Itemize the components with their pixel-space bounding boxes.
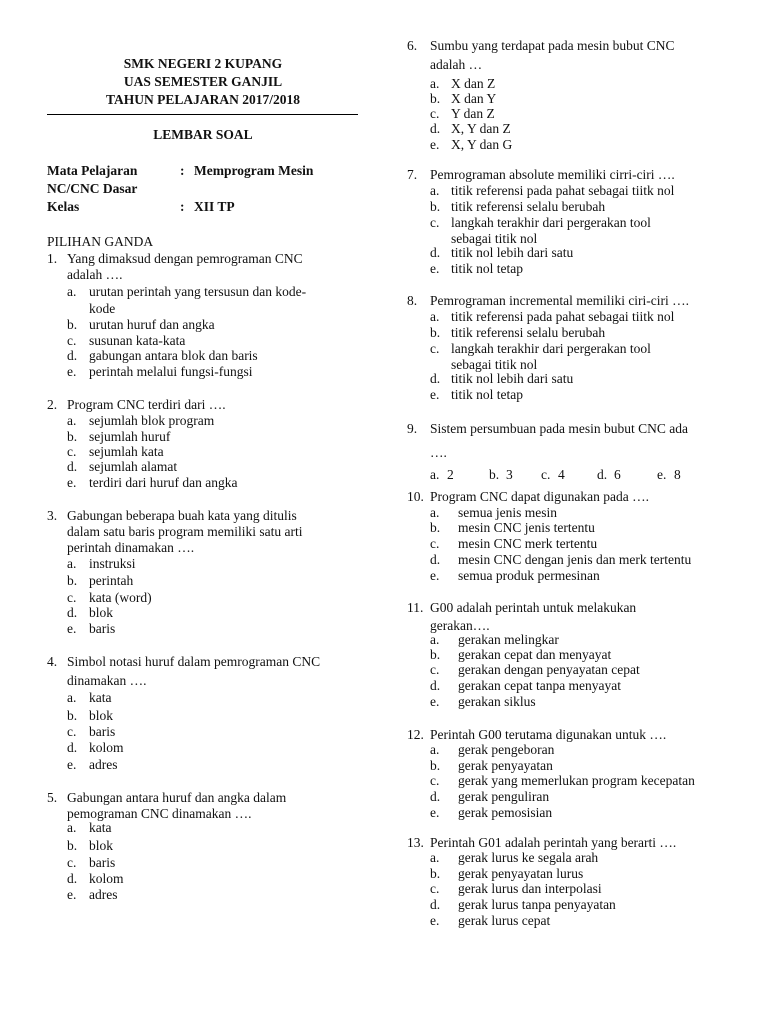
question-text: …. bbox=[430, 445, 447, 460]
school-name: SMK NEGERI 2 KUPANG bbox=[123, 56, 283, 71]
question-text: G00 adalah perintah untuk melakukan bbox=[430, 600, 637, 615]
option-letter: d. bbox=[67, 348, 78, 363]
sheet-title: LEMBAR SOAL bbox=[153, 127, 253, 142]
option-letter: c. bbox=[67, 590, 77, 605]
option-letter: e. bbox=[67, 364, 77, 379]
question-text: adalah …. bbox=[67, 267, 123, 282]
question-text: Gabungan antara huruf dan angka dalam bbox=[67, 790, 287, 805]
option-text: urutan huruf dan angka bbox=[89, 317, 215, 332]
option-text: gerak pengeboran bbox=[458, 742, 555, 757]
option-text: 4 bbox=[558, 467, 565, 482]
option-text: sejumlah huruf bbox=[89, 429, 171, 444]
option-letter: e. bbox=[430, 261, 440, 276]
question-text: pemograman CNC dinamakan …. bbox=[67, 806, 252, 821]
option-text: sejumlah alamat bbox=[89, 459, 178, 474]
option-letter: e. bbox=[430, 137, 440, 152]
option-letter: a. bbox=[67, 820, 77, 835]
section-title: PILIHAN GANDA bbox=[47, 234, 154, 249]
option-text: titik referensi pada pahat sebagai tiitk nol bbox=[451, 183, 675, 198]
option-text: adres bbox=[89, 887, 118, 902]
option-letter: b. bbox=[430, 647, 441, 662]
option-letter: b. bbox=[430, 91, 441, 106]
option-text: gerakan cepat tanpa menyayat bbox=[458, 678, 622, 693]
option-letter: c. bbox=[430, 341, 440, 356]
option-letter: e. bbox=[430, 694, 440, 709]
header-divider bbox=[47, 114, 358, 115]
question-text: Pemrograman absolute memiliki cirri-ciri …. bbox=[430, 167, 675, 182]
option-text: gerak penguliran bbox=[458, 789, 550, 804]
option-text: langkah terakhir dari pergerakan tool bbox=[451, 341, 651, 356]
question-number: 13. bbox=[407, 835, 424, 850]
option-text: sejumlah kata bbox=[89, 444, 164, 459]
option-text: perintah melalui fungsi-fungsi bbox=[89, 364, 253, 379]
option-letter: e. bbox=[67, 475, 77, 490]
option-letter: c. bbox=[430, 215, 440, 230]
option-text: gerak lurus cepat bbox=[458, 913, 551, 928]
option-letter: d. bbox=[597, 467, 608, 482]
option-letter: e. bbox=[430, 387, 440, 402]
question-text: Perintah G00 terutama digunakan untuk …. bbox=[430, 727, 667, 742]
option-letter: d. bbox=[430, 789, 441, 804]
option-letter: e. bbox=[67, 887, 77, 902]
class-value: XII TP bbox=[194, 199, 235, 214]
option-letter: d. bbox=[430, 245, 441, 260]
option-letter: c. bbox=[67, 444, 77, 459]
option-letter: e. bbox=[430, 913, 440, 928]
question-number: 2. bbox=[47, 397, 58, 412]
option-letter: b. bbox=[67, 573, 78, 588]
option-text: terdiri dari huruf dan angka bbox=[89, 475, 238, 490]
option-letter: d. bbox=[430, 678, 441, 693]
option-text: X dan Y bbox=[451, 91, 497, 106]
option-letter: a. bbox=[430, 183, 440, 198]
option-letter: a. bbox=[67, 690, 77, 705]
option-text: baris bbox=[89, 724, 116, 739]
option-text: titik referensi selalu berubah bbox=[451, 199, 606, 214]
question-number: 11. bbox=[407, 600, 424, 615]
option-text: mesin CNC dengan jenis dan merk tertentu bbox=[458, 552, 692, 567]
option-text: kata bbox=[89, 820, 112, 835]
option-letter: b. bbox=[67, 838, 78, 853]
option-text: gerak lurus ke segala arah bbox=[458, 850, 599, 865]
option-letter: b. bbox=[430, 199, 441, 214]
option-letter: a. bbox=[67, 413, 77, 428]
option-text: titik referensi pada pahat sebagai tiitk nol bbox=[451, 309, 675, 324]
option-text: baris bbox=[89, 621, 116, 636]
question-text: Gabungan beberapa buah kata yang ditulis bbox=[67, 508, 297, 523]
option-text: titik nol tetap bbox=[451, 261, 523, 276]
option-text: urutan perintah yang tersusun dan kode- bbox=[89, 284, 307, 299]
question-text: Pemrograman incremental memiliki ciri-ciri …. bbox=[430, 293, 690, 308]
option-text: kode bbox=[89, 301, 116, 316]
option-text: sejumlah blok program bbox=[89, 413, 215, 428]
question-number: 4. bbox=[47, 654, 58, 669]
option-letter: e. bbox=[67, 757, 77, 772]
option-text: titik nol lebih dari satu bbox=[451, 245, 574, 260]
question-number: 12. bbox=[407, 727, 424, 742]
option-letter: b. bbox=[67, 708, 78, 723]
option-text: gerak pemosisian bbox=[458, 805, 553, 820]
option-text: gerak penyayatan lurus bbox=[458, 866, 584, 881]
option-text: mesin CNC jenis tertentu bbox=[458, 520, 595, 535]
option-letter: c. bbox=[430, 881, 440, 896]
option-letter: b. bbox=[430, 520, 441, 535]
subject-value: Memprogram Mesin bbox=[194, 163, 314, 178]
exam-title: UAS SEMESTER GANJIL bbox=[123, 74, 283, 89]
question-text: Yang dimaksud dengan pemrograman CNC bbox=[67, 251, 303, 266]
class-label: Kelas bbox=[47, 199, 80, 214]
option-text: instruksi bbox=[89, 556, 136, 571]
option-text: Y dan Z bbox=[451, 106, 495, 121]
option-letter: c. bbox=[67, 333, 77, 348]
option-letter: c. bbox=[430, 773, 440, 788]
question-text: dinamakan …. bbox=[67, 673, 147, 688]
academic-year: TAHUN PELAJARAN 2017/2018 bbox=[105, 92, 300, 107]
subject-label: Mata Pelajaran bbox=[47, 163, 138, 178]
option-text: gerak penyayatan bbox=[458, 758, 553, 773]
question-text: Sistem persumbuan pada mesin bubut CNC ada bbox=[430, 421, 688, 436]
option-letter: d. bbox=[430, 121, 441, 136]
option-text: gerak lurus dan interpolasi bbox=[458, 881, 602, 896]
option-text: perintah bbox=[89, 573, 134, 588]
option-text: titik referensi selalu berubah bbox=[451, 325, 606, 340]
option-letter: c. bbox=[430, 106, 440, 121]
option-letter: d. bbox=[430, 552, 441, 567]
option-letter: e. bbox=[657, 467, 667, 482]
option-text: blok bbox=[89, 605, 114, 620]
option-text: blok bbox=[89, 708, 114, 723]
question-text: adalah … bbox=[430, 57, 483, 72]
option-letter: b. bbox=[67, 429, 78, 444]
question-number: 6. bbox=[407, 38, 418, 53]
question-number: 5. bbox=[47, 790, 58, 805]
subject-value-cont: NC/CNC Dasar bbox=[47, 181, 138, 196]
option-text: gerak lurus tanpa penyayatan bbox=[458, 897, 616, 912]
question-text: Program CNC dapat digunakan pada …. bbox=[430, 489, 649, 504]
option-text: susunan kata-kata bbox=[89, 333, 186, 348]
option-text: blok bbox=[89, 838, 114, 853]
question-text: gerakan…. bbox=[430, 618, 490, 633]
option-text: semua produk permesinan bbox=[458, 568, 600, 583]
option-letter: a. bbox=[430, 850, 440, 865]
option-text: sebagai titik nol bbox=[451, 357, 538, 372]
option-letter: e. bbox=[67, 621, 77, 636]
option-letter: e. bbox=[430, 568, 440, 583]
option-letter: c. bbox=[67, 855, 77, 870]
option-letter: d. bbox=[430, 897, 441, 912]
question-number: 8. bbox=[407, 293, 418, 308]
option-letter: d. bbox=[430, 371, 441, 386]
option-letter: a. bbox=[430, 309, 440, 324]
option-text: 8 bbox=[674, 467, 681, 482]
option-letter: a. bbox=[430, 76, 440, 91]
question-number: 10. bbox=[407, 489, 424, 504]
option-text: gerakan dengan penyayatan cepat bbox=[458, 662, 640, 677]
option-text: X, Y dan G bbox=[451, 137, 513, 152]
option-text: 2 bbox=[447, 467, 454, 482]
option-text: gerak yang memerlukan program kecepatan bbox=[458, 773, 695, 788]
option-letter: c. bbox=[430, 536, 440, 551]
option-text: titik nol tetap bbox=[451, 387, 523, 402]
option-letter: a. bbox=[67, 284, 77, 299]
option-letter: d. bbox=[67, 459, 78, 474]
question-text: Program CNC terdiri dari …. bbox=[67, 397, 226, 412]
option-letter: b. bbox=[430, 866, 441, 881]
option-letter: b. bbox=[67, 317, 78, 332]
option-letter: a. bbox=[430, 505, 440, 520]
option-letter: a. bbox=[430, 632, 440, 647]
option-letter: d. bbox=[67, 871, 78, 886]
option-text: X, Y dan Z bbox=[451, 121, 511, 136]
subject-colon: : bbox=[180, 163, 185, 178]
option-text: gerakan cepat dan menyayat bbox=[458, 647, 612, 662]
option-letter: a. bbox=[430, 467, 440, 482]
option-letter: c. bbox=[430, 662, 440, 677]
option-text: semua jenis mesin bbox=[458, 505, 557, 520]
option-text: adres bbox=[89, 757, 118, 772]
option-text: baris bbox=[89, 855, 116, 870]
option-letter: b. bbox=[430, 758, 441, 773]
option-text: X dan Z bbox=[451, 76, 496, 91]
question-number: 9. bbox=[407, 421, 418, 436]
option-letter: d. bbox=[67, 740, 78, 755]
option-text: 6 bbox=[614, 467, 621, 482]
question-number: 7. bbox=[407, 167, 418, 182]
option-text: sebagai titik nol bbox=[451, 231, 538, 246]
option-letter: c. bbox=[67, 724, 77, 739]
option-text: mesin CNC merk tertentu bbox=[458, 536, 598, 551]
question-number: 1. bbox=[47, 251, 58, 266]
class-colon: : bbox=[180, 199, 185, 214]
option-text: gerakan siklus bbox=[458, 694, 536, 709]
option-letter: b. bbox=[489, 467, 500, 482]
question-text: Perintah G01 adalah perintah yang berarti …. bbox=[430, 835, 677, 850]
option-text: kata (word) bbox=[89, 590, 152, 605]
option-text: titik nol lebih dari satu bbox=[451, 371, 574, 386]
option-letter: c. bbox=[541, 467, 551, 482]
option-text: kolom bbox=[89, 871, 124, 886]
option-text: langkah terakhir dari pergerakan tool bbox=[451, 215, 651, 230]
option-letter: d. bbox=[67, 605, 78, 620]
question-text: Simbol notasi huruf dalam pemrograman CNC bbox=[67, 654, 321, 669]
option-letter: e. bbox=[430, 805, 440, 820]
option-text: kolom bbox=[89, 740, 124, 755]
question-number: 3. bbox=[47, 508, 58, 523]
option-text: gabungan antara blok dan baris bbox=[89, 348, 258, 363]
option-letter: b. bbox=[430, 325, 441, 340]
option-text: kata bbox=[89, 690, 112, 705]
question-text: Sumbu yang terdapat pada mesin bubut CNC bbox=[430, 38, 675, 53]
option-text: gerakan melingkar bbox=[458, 632, 559, 647]
option-letter: a. bbox=[430, 742, 440, 757]
question-text: perintah dinamakan …. bbox=[67, 540, 195, 555]
option-letter: a. bbox=[67, 556, 77, 571]
question-text: dalam satu baris program memiliki satu arti bbox=[67, 524, 303, 539]
option-text: 3 bbox=[506, 467, 513, 482]
